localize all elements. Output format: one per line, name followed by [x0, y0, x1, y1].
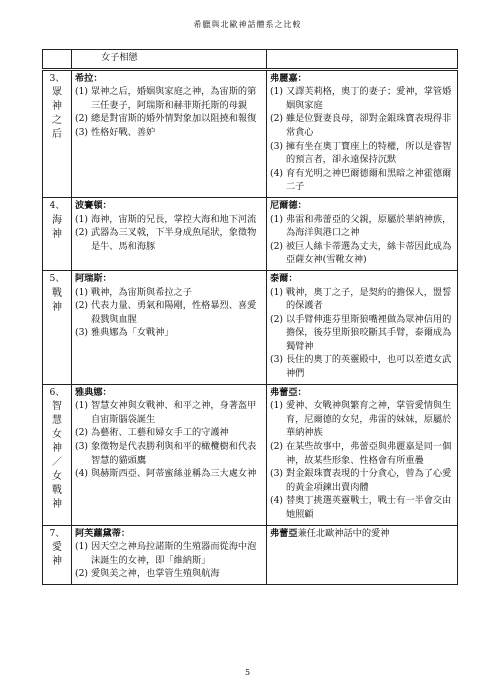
deity-name: 阿芙蘿黛蒂：: [75, 527, 131, 539]
item-marker: (2): [75, 568, 91, 580]
item-marker: (3): [75, 126, 91, 138]
table-row: [43, 384, 458, 525]
list-item: [270, 467, 454, 494]
table-row: [43, 270, 458, 384]
item-marker: (2): [75, 300, 91, 312]
continued-text: 女子相戀: [101, 52, 138, 63]
item-text: 以手臂伸進芬里斯狼嘴裡做為眾神信用的擔保，後芬里斯狼咬斷其手臂，泰爾成為獨臂神: [285, 313, 452, 352]
list-item: [75, 426, 263, 440]
item-text: 替奧丁挑選英靈戰士，戰士有一半會交由她照顧: [285, 495, 452, 520]
list-item: [270, 353, 454, 380]
category-char: 智: [52, 401, 62, 413]
inline-entry: [270, 527, 454, 541]
table-row: [43, 197, 458, 270]
item-text: 代表力量、勇氣和陽剛，性格暴烈、喜愛殺戮與血腥: [90, 300, 257, 325]
list-item: [75, 112, 263, 126]
category-char: 神: [52, 499, 62, 511]
deity-category-cell: [43, 384, 72, 525]
norse-cell: [267, 270, 458, 384]
page-number: 5: [244, 668, 251, 677]
row-number: 6、: [49, 386, 65, 398]
category-char: 神: [52, 301, 62, 313]
item-text: 擁有坐在奧丁寶座上的特權，所以是睿智的預言者，卻永遠保持沉默: [285, 140, 452, 166]
list-item: [75, 567, 263, 581]
list-item: [270, 213, 454, 240]
item-marker: (3): [75, 441, 91, 453]
deity-category-cell: [43, 525, 72, 584]
category-char: 慧: [52, 415, 62, 427]
list-item: [75, 85, 263, 112]
item-marker: (2): [75, 427, 91, 439]
item-marker: (3): [270, 140, 286, 152]
list-item: [75, 399, 263, 426]
item-marker: (2): [75, 227, 91, 239]
deity-name: 弗麗嘉：: [270, 72, 307, 84]
deity-description: 兼任北歐神話中的愛神: [297, 527, 390, 539]
greek-cell: [72, 270, 267, 384]
item-marker: (3): [270, 354, 286, 366]
item-marker: (1): [75, 213, 91, 225]
deity-category-cell: [43, 69, 72, 197]
greek-cell: [72, 69, 267, 197]
category-char: 愛: [52, 542, 62, 554]
number-cell: [43, 50, 72, 70]
item-text: 象徵物是代表勝利與和平的橄欖樹和代表智慧的貓頭鷹: [90, 441, 257, 466]
greek-cell: [72, 50, 267, 70]
item-marker: (2): [270, 441, 286, 453]
category-char: 女: [52, 471, 62, 483]
item-marker: (2): [270, 240, 286, 252]
deity-name: 弗蕾亞: [270, 527, 298, 539]
norse-cell: [267, 525, 458, 584]
item-text: 雖是位賢妻良母，卻對金銀珠寶表現得非常貪心: [285, 113, 452, 138]
category-char: 神: [52, 101, 62, 113]
item-text: 智慧女神與女戰神、和平之神，身著盔甲自宙斯腦袋誕生: [90, 400, 257, 425]
item-text: 為藝術、工藝和婦女手工的守護神: [90, 427, 229, 439]
item-marker: (2): [270, 313, 286, 325]
table-row: [43, 50, 458, 70]
list-item: [75, 299, 263, 326]
item-text: 總是對宙斯的婚外情對象加以阻撓和報復: [90, 113, 257, 125]
item-marker: (4): [270, 495, 286, 507]
list-item: [75, 286, 263, 300]
category-char: 神: [52, 228, 62, 240]
item-marker: (3): [270, 468, 286, 480]
item-marker: (2): [75, 113, 91, 125]
row-number: 3、: [49, 72, 65, 84]
list-item: [270, 240, 454, 267]
comparison-table: [42, 49, 458, 585]
item-text: 性格好戰、善妒: [90, 126, 156, 138]
category-char: 神: [52, 443, 62, 455]
item-text: 在某些故事中，弗蕾亞與弗麗嘉是同一個神，故某些形象、性格會有所重疊: [285, 441, 452, 466]
deity-name: 尼爾德：: [270, 199, 307, 211]
list-item: [270, 399, 454, 440]
greek-cell: [72, 525, 267, 584]
norse-cell: [267, 197, 458, 270]
norse-cell: [267, 50, 458, 70]
deity-name: 泰爾：: [270, 272, 298, 284]
item-marker: (1): [75, 86, 91, 98]
list-item: [75, 226, 263, 253]
item-text: 雅典娜為「女戰神」: [90, 327, 174, 339]
running-header: 希臘與北歐神話體系之比較: [193, 20, 302, 29]
category-char: 眾: [52, 87, 62, 99]
item-text: 與赫斯西亞、阿蒂蜜絲並稱為三大處女神: [90, 468, 257, 480]
item-text: 戰神，為宙斯與希拉之子: [90, 286, 192, 298]
deity-name: 阿瑞斯：: [75, 272, 112, 284]
category-char: 神: [52, 556, 62, 568]
deity-name: 希拉：: [75, 72, 103, 84]
item-marker: (1): [75, 541, 91, 553]
deity-category-cell: [43, 270, 72, 384]
item-marker: (1): [270, 213, 286, 225]
row-number: 4、: [49, 199, 65, 211]
list-item: [270, 440, 454, 467]
deity-name: 波賽頓：: [75, 199, 112, 211]
category-char: 之: [52, 115, 62, 127]
row-number: 7、: [49, 527, 65, 539]
category-char: 戰: [52, 485, 62, 497]
item-text: 育有光明之神巴爾德爾和黑暗之神霍德爾二子: [285, 167, 452, 193]
item-marker: (3): [75, 327, 91, 339]
item-marker: (1): [270, 286, 286, 298]
list-item: [75, 467, 263, 481]
category-char: ／: [52, 457, 62, 469]
deity-name: 雅典娜：: [75, 386, 112, 398]
item-marker: (1): [270, 86, 286, 98]
item-text: 愛神、女戰神與繁育之神，掌管愛情與生育，尼爾德的女兒，弗雷的妹妹，原屬於華納神族: [285, 400, 452, 439]
list-item: [270, 140, 454, 167]
norse-cell: [267, 69, 458, 197]
category-char: 女: [52, 429, 62, 441]
item-marker: (1): [270, 400, 286, 412]
category-char: 海: [52, 214, 62, 226]
greek-cell: [72, 384, 267, 525]
table-row: [43, 525, 458, 584]
item-text: 長住的奧丁的英靈殿中，也可以差遣女武神們: [285, 354, 452, 380]
list-item: [270, 494, 454, 521]
item-text: 因天空之神烏拉諾斯的生殖器而從海中泡沫誕生的女神，即「維納斯」: [90, 541, 257, 566]
item-marker: (1): [75, 400, 91, 412]
item-text: 又譯芙莉格，奧丁的妻子；愛神，掌管婚姻與家庭: [285, 86, 452, 111]
item-marker: (4): [270, 167, 286, 179]
item-marker: (1): [75, 286, 91, 298]
list-item: [75, 540, 263, 567]
category-char: 戰: [52, 287, 62, 299]
list-item: [75, 440, 263, 467]
item-text: 弗雷和弗蕾亞的父親，原屬於華納神族，為海洋與港口之神: [285, 213, 452, 239]
list-item: [75, 126, 263, 140]
category-char: 后: [52, 129, 62, 141]
norse-cell: [267, 384, 458, 525]
item-text: 武器為三叉戟，下半身成魚尾狀，象徵物是牛、馬和海豚: [90, 227, 257, 252]
list-item: [270, 112, 454, 139]
item-text: 愛與美之神，也掌管生殖與航海: [90, 568, 220, 580]
table-body: [43, 69, 458, 584]
item-text: 眾神之后，婚姻與家庭之神，為宙斯的第三任妻子，阿瑞斯和赫菲斯托斯的母親: [90, 86, 257, 111]
list-item: [270, 286, 454, 313]
list-item: [75, 213, 263, 227]
item-text: 對金銀珠寶表現的十分貪心，曾為了心愛的黃金項鍊出賣肉體: [285, 468, 452, 493]
item-text: 被巨人絲卡蒂選為丈夫，絲卡蒂因此成為亞薩女神(雪靴女神): [285, 240, 452, 266]
item-marker: (2): [270, 113, 286, 125]
list-item: [270, 85, 454, 112]
row-number: 5、: [49, 272, 65, 284]
greek-cell: [72, 197, 267, 270]
deity-name: 弗蕾亞：: [270, 386, 307, 398]
deity-category-cell: [43, 197, 72, 270]
list-item: [270, 167, 454, 194]
item-text: 戰神，奧丁之子，是契約的擔保人，盟誓的保護者: [285, 286, 452, 312]
list-item: [270, 313, 454, 354]
table-row: [43, 69, 458, 197]
item-marker: (4): [75, 468, 91, 480]
item-text: 海神，宙斯的兄長，掌控大海和地下河流: [90, 213, 257, 225]
list-item: [75, 326, 263, 340]
